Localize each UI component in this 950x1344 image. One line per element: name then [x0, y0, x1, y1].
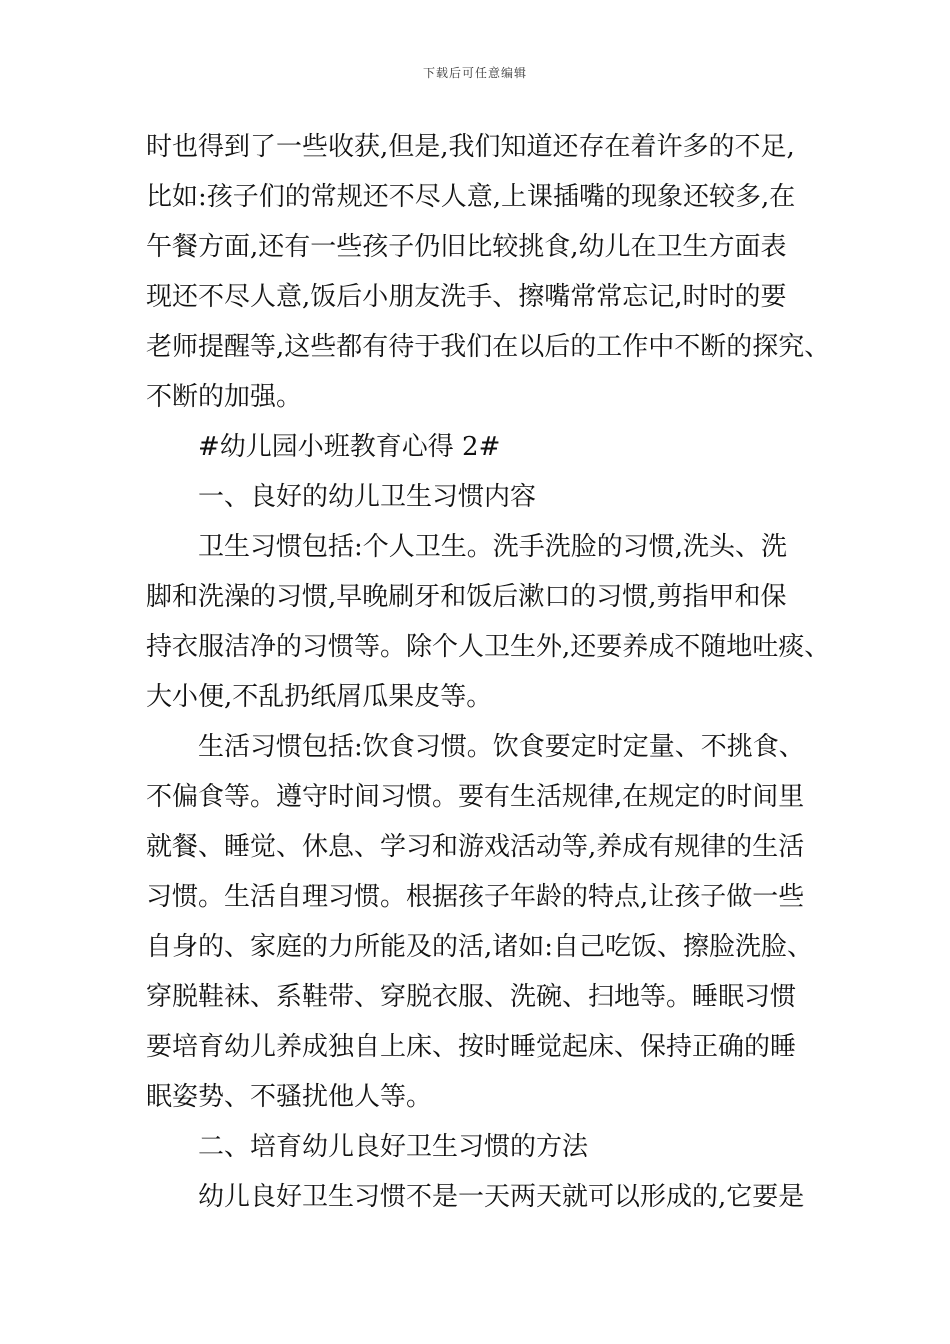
text-line: 时也得到了一些收获,但是,我们知道还存在着许多的不足, [146, 132, 795, 162]
section-heading: 二、培育幼儿良好卫生习惯的方法 [198, 1132, 589, 1162]
paragraph-start: 生活习惯包括:饮食习惯。饮食要定时定量、不挑食、 [198, 732, 805, 762]
text-line: 大小便,不乱扔纸屑瓜果皮等。 [146, 682, 493, 712]
text-line: 习惯。生活自理习惯。根据孩子年龄的特点,让孩子做一些 [146, 882, 805, 912]
text-line: 要培育幼儿养成独自上床、按时睡觉起床、保持正确的睡 [146, 1032, 797, 1062]
text-line: 自身的、家庭的力所能及的活,诸如:自己吃饭、擦脸洗脸、 [146, 932, 814, 962]
text-line: 眠姿势、不骚扰他人等。 [146, 1082, 433, 1112]
paragraph-start: 卫生习惯包括:个人卫生。洗手洗脸的习惯,洗头、洗 [198, 532, 788, 562]
section-heading: 一、良好的幼儿卫生习惯内容 [198, 482, 537, 512]
text-line: 不偏食等。遵守时间习惯。要有生活规律,在规定的时间里 [146, 782, 805, 812]
text-line: 持衣服洁净的习惯等。除个人卫生外,还要养成不随地吐痰、 [146, 632, 831, 662]
section-title: #幼儿园小班教育心得 2# [198, 432, 501, 462]
text-line: 午餐方面,还有一些孩子仍旧比较挑食,幼儿在卫生方面表 [146, 232, 787, 262]
text-line: 穿脱鞋袜、系鞋带、穿脱衣服、洗碗、扫地等。睡眠习惯 [146, 982, 797, 1012]
document-body [146, 122, 831, 1222]
text-line: 现还不尽人意,饭后小朋友洗手、擦嘴常常忘记,时时的要 [146, 282, 787, 312]
text-line: 脚和洗澡的习惯,早晚刷牙和饭后漱口的习惯,剪指甲和保 [146, 582, 787, 612]
paragraph-start: 幼儿良好卫生习惯不是一天两天就可以形成的,它要是 [198, 1182, 805, 1212]
text-line: 就餐、睡觉、休息、学习和游戏活动等,养成有规律的生活 [146, 832, 805, 862]
page-header: 下载后可任意编辑 [422, 66, 527, 80]
text-line: 比如:孩子们的常规还不尽人意,上课插嘴的现象还较多,在 [146, 182, 796, 212]
text-line: 老师提醒等,这些都有待于我们在以后的工作中不断的探究、 [146, 332, 831, 362]
text-line: 不断的加强。 [146, 382, 303, 412]
